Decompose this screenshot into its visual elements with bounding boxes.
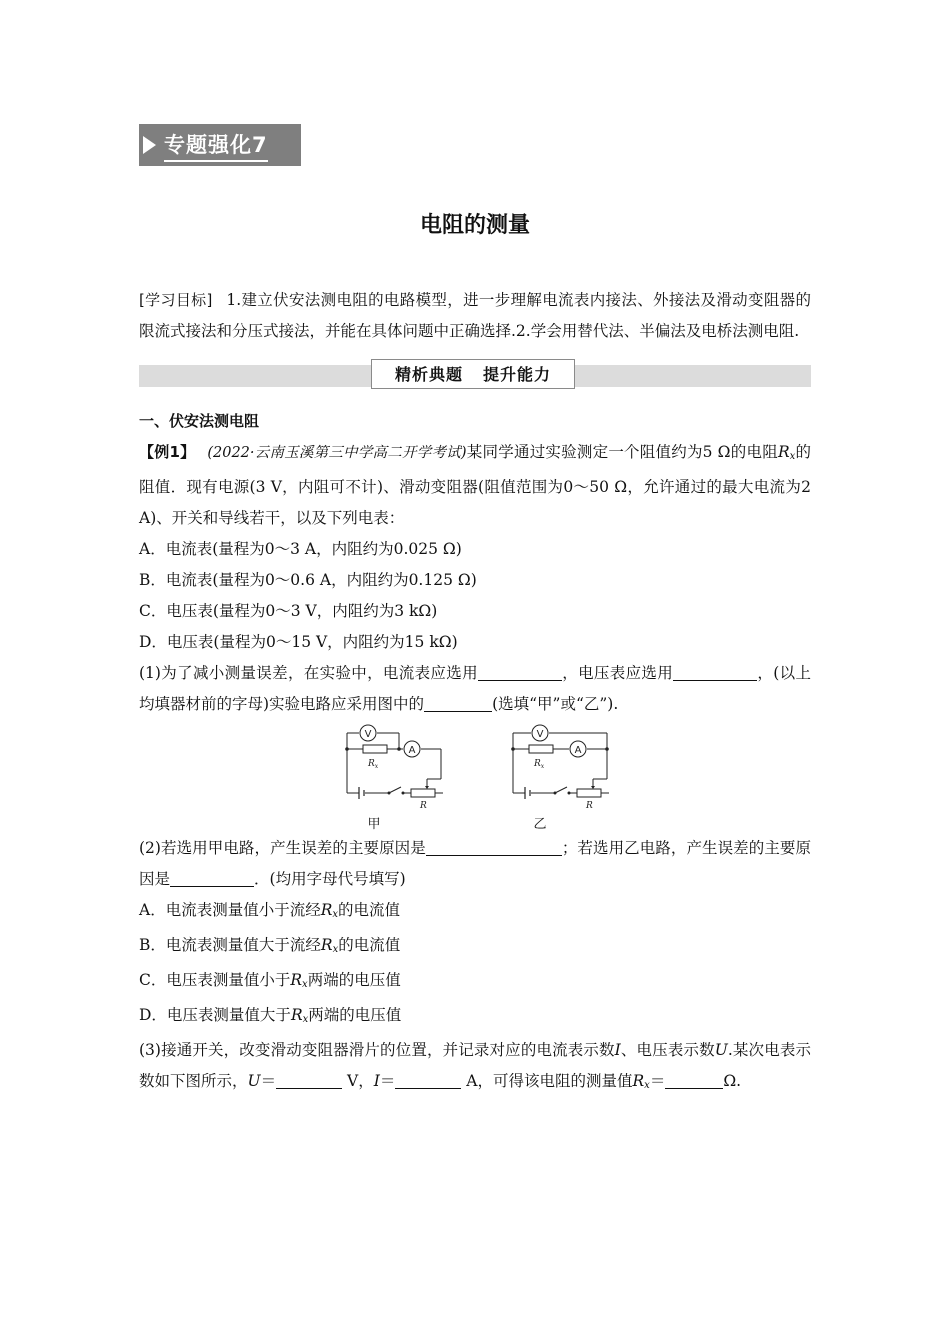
q3-text-b: 、电压表示数 — [620, 1041, 715, 1059]
q3-symbol-u: U — [714, 1041, 728, 1059]
q2-option-d: D．电压表测量值大于$R_x$两端的电压值 — [139, 1006, 402, 1025]
rx-symbol: R — [777, 443, 790, 461]
caption-yi: 乙 — [533, 817, 547, 832]
caption-jia: 甲 — [367, 817, 381, 832]
question-3: (3)接通开关，改变滑动变阻器滑片的位置，并记录对应的电流表示数I、电压表示数U.某次电表示数如下图所示，U＝ V，I＝ A，可得该电阻的测量值$R_x= \Omega$. — [139, 1041, 811, 1091]
play-arrow-icon — [143, 136, 156, 154]
objective-text: 1.建立伏安法测电阻的电路模型，进一步理解电流表内接法、外接法及滑动变阻器的限流式接法和分压式接法，并能在具体问题中正确选择.2.学会用替代法、半偏法及电桥法测电阻. — [139, 291, 811, 340]
ammeter-label: A — [408, 745, 416, 756]
section-band-box — [371, 359, 575, 389]
meter-option-d: D．电压表(量程为0～15 V，内阻约为15 kΩ) — [139, 633, 458, 651]
rheostat-label: R — [420, 801, 427, 811]
q2-option-b: B．电流表测量值大于流经$R_x$的电流值 — [139, 936, 401, 955]
circuit-figures — [139, 721, 811, 833]
q1-text-d: (选填“甲”或“乙”). — [492, 695, 619, 713]
q2-yi-blank[interactable] — [170, 868, 254, 887]
ammeter-label: A — [574, 745, 582, 756]
q3-text-a: (3)接通开关，改变滑动变阻器滑片的位置，并记录对应的电流表示数 — [139, 1041, 615, 1059]
question-1 — [139, 658, 811, 720]
q1-ammeter-blank[interactable] — [478, 662, 562, 681]
q2-text-a: (2)若选用甲电路，产生误差的主要原因是 — [139, 839, 426, 857]
meter-option-c: C．电压表(量程为0～3 V，内阻约为3 kΩ) — [139, 602, 438, 620]
band-label-left: 精析典题 — [394, 364, 463, 384]
q1-text-c: ，(以上均填器材前的字母)实验电路应采用图中的 — [139, 664, 811, 713]
rx-label: $R_x$ — [534, 759, 545, 770]
q1-voltmeter-blank[interactable] — [673, 662, 757, 681]
section-band — [139, 365, 811, 387]
learning-objective — [139, 285, 811, 347]
section-heading: 一、伏安法测电阻 — [139, 412, 260, 430]
rx-label: $R_x$ — [368, 759, 379, 770]
circuit-yi-diagram — [505, 721, 615, 811]
q3-u-blank[interactable] — [276, 1070, 342, 1089]
topic-badge — [139, 124, 301, 166]
rx-resistor-icon — [363, 745, 387, 753]
page-title: 电阻的测量 — [419, 213, 530, 238]
q3-rx-blank[interactable] — [665, 1070, 723, 1089]
q1-text-a: (1)为了减小测量误差，在实验中，电流表应选用 — [139, 664, 478, 682]
circuit-jia — [339, 721, 449, 832]
circuit-yi — [505, 721, 615, 832]
q2-option-c: C．电压表测量值小于$R_x$两端的电压值 — [139, 971, 401, 990]
topic-badge-label: 专题强化7 — [164, 129, 268, 162]
q2-text-c: ．(均用字母代号填写) — [254, 870, 406, 888]
example-intro-b: 的阻值．现有电源(3 V，内阻可不计)、滑动变阻器(阻值范围为0～50 Ω，允许通过的最大电流为2 A)、开关和导线若干，以及下列电表： — [139, 443, 811, 527]
rheostat-icon — [577, 789, 601, 797]
band-label-right: 提升能力 — [483, 364, 552, 384]
rheostat-label: R — [586, 801, 593, 811]
circuit-jia-diagram — [339, 721, 449, 811]
document-body — [139, 285, 811, 1101]
rx-resistor-icon — [529, 745, 553, 753]
example-intro — [139, 437, 811, 534]
voltmeter-label: V — [364, 729, 372, 740]
example-intro-a: 某同学通过实验测定一个阻值约为5 Ω的电阻 — [466, 443, 778, 461]
q2-option-a: A．电流表测量值小于流经$R_x$的电流值 — [139, 901, 401, 920]
example-label: 【例1】 — [139, 443, 196, 461]
example-source: (2022·云南玉溪第三中学高二开学考试) — [207, 445, 467, 461]
rx-subscript: x — [789, 451, 796, 462]
q1-circuit-blank[interactable] — [424, 693, 492, 712]
q3-i-blank[interactable] — [395, 1070, 461, 1089]
meter-option-a: A．电流表(量程为0～3 A，内阻约为0.025 Ω) — [139, 540, 462, 558]
meter-option-b: B．电流表(量程为0～0.6 A，内阻约为0.125 Ω) — [139, 571, 477, 589]
q1-text-b: ，电压表应选用 — [561, 664, 674, 682]
q2-text-b: ；若选用乙电路，产生误差的主要原因是 — [139, 839, 811, 888]
q3-symbol-i: I — [614, 1041, 621, 1059]
rheostat-icon — [411, 789, 435, 797]
q3-text-c: .某次电表示数如下图所示， — [139, 1041, 811, 1090]
question-2 — [139, 833, 811, 895]
objective-label: [学习目标] — [139, 291, 213, 309]
voltmeter-label: V — [536, 729, 544, 740]
